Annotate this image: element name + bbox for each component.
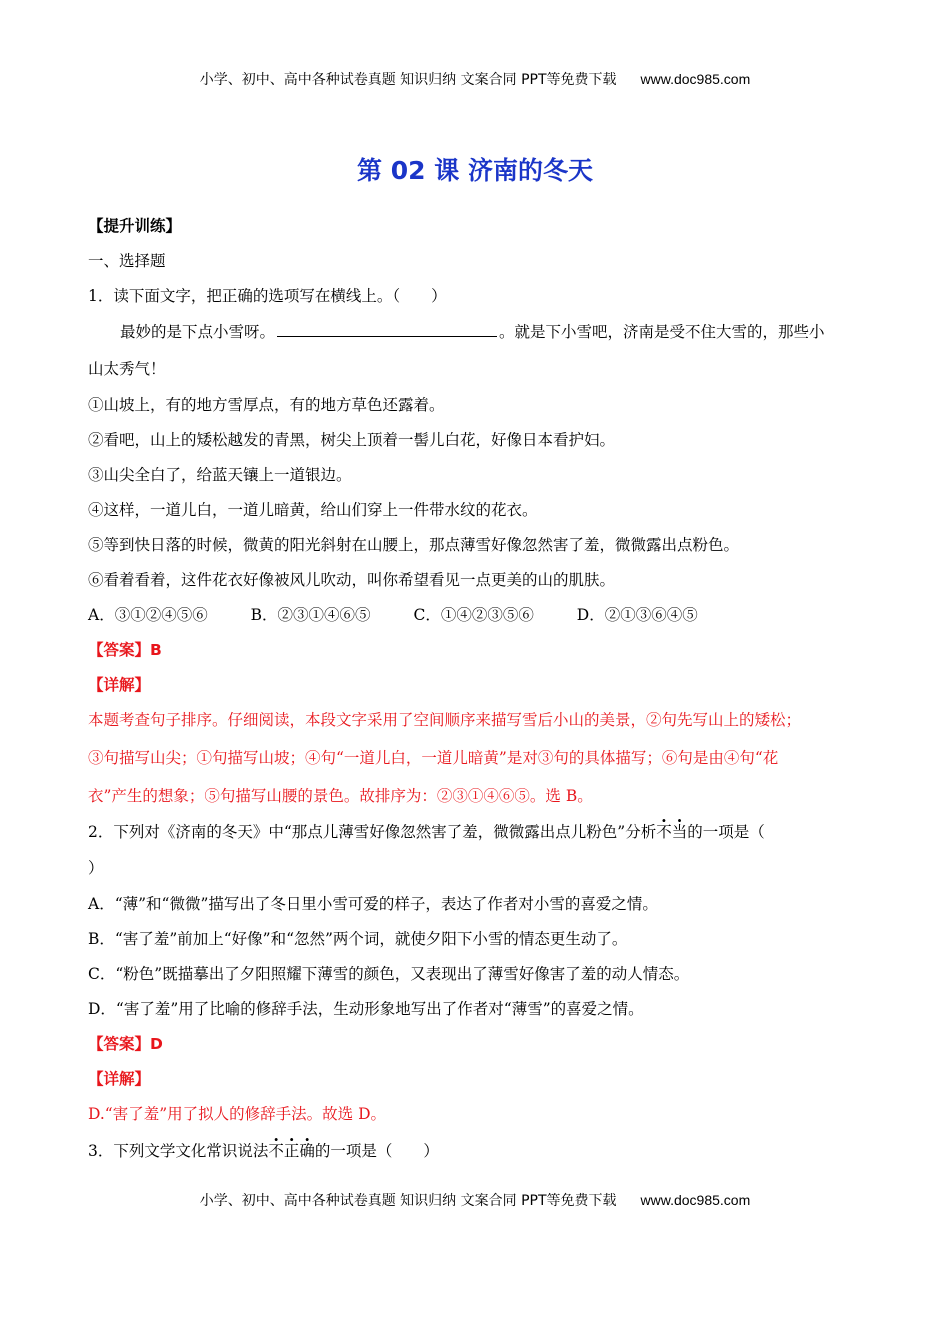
emphasis-char: 不 (268, 1142, 284, 1160)
q1-stem: 1．读下面文字，把正确的选项写在横线上。（ ） (88, 287, 447, 305)
q2-option-b: B．“害了羞”前加上“好像”和“忽然”两个词，就使夕阳下小雪的情态更生动了。 (88, 930, 628, 948)
q2-stem-cont: ） (88, 859, 104, 877)
q1-explain-tag: 【详解】 (88, 676, 151, 694)
q2-option-d: D．“害了羞”用了比喻的修辞手法，生动形象地写出了作者对“薄雪”的喜爱之情。 (88, 1000, 644, 1018)
emphasis-char: 不 (656, 823, 672, 841)
header-text: 小学、初中、高中各种试卷真题 知识归纳 文案合同 PPT等免费下载 (199, 72, 617, 88)
q3-stem-after: 的一项是（ ） (314, 1142, 439, 1160)
q2-stem-after: 的一项是（ (687, 823, 765, 841)
q3-stem-emphasis (268, 1142, 315, 1160)
q1-options (88, 604, 862, 626)
q1-passage-before: 最妙的是下点小雪呀。 (120, 323, 276, 341)
footer-text: 小学、初中、高中各种试卷真题 知识归纳 文案合同 PPT等免费下载 (199, 1193, 617, 1209)
q1-explain-line: 本题考查句子排序。仔细阅读，本段文字采用了空间顺序来描写雪后小山的美景，②句先写山上的矮松； (88, 711, 802, 729)
q2-explain: D.“害了羞”用了拟人的修辞手法。故选 D。 (88, 1105, 387, 1123)
q2-stem (88, 821, 862, 843)
emphasis-char: 确 (299, 1142, 315, 1160)
q1-answer (88, 639, 862, 661)
emphasis-char: 当 (671, 823, 688, 841)
emphasis-char: 正 (283, 1142, 300, 1160)
q2-answer-value: D (150, 1035, 163, 1053)
q1-item: ⑥看着看着，这件花衣好像被风儿吹动，叫你希望看见一点更美的山的肌肤。 (88, 571, 616, 589)
q1-explain-line: ③句描写山尖；①句描写山坡；④句“一道儿白，一道儿暗黄”是对③句的具体描写；⑥句是由④句“花 (88, 749, 779, 767)
q1-explain-line: 衣”产生的想象；⑤句描写山腰的景色。故排序为：②③①④⑥⑤。选 B。 (88, 787, 593, 805)
page-header (0, 69, 950, 90)
section-tag: 【提升训练】 (88, 217, 182, 235)
q1-item: ③山尖全白了，给蓝天镶上一道银边。 (88, 466, 352, 484)
q1-answer-blank (277, 320, 497, 337)
header-site: www.doc985.com (640, 71, 751, 87)
q2-option-c: C．“粉色”既描摹出了夕阳照耀下薄雪的颜色，又表现出了薄雪好像害了羞的动人情态。 (88, 965, 690, 983)
q2-answer (88, 1033, 862, 1055)
q1-item: ①山坡上，有的地方雪厚点，有的地方草色还露着。 (88, 396, 445, 414)
section-heading: 一、选择题 (88, 252, 166, 270)
footer-site: www.doc985.com (640, 1192, 751, 1208)
q2-option-a: A．“薄”和“微微”描写出了冬日里小雪可爱的样子，表达了作者对小雪的喜爱之情。 (88, 895, 658, 913)
q1-answer-value: B (150, 641, 162, 659)
q3-stem (88, 1140, 862, 1162)
q1-answer-tag: 【答案】 (88, 641, 151, 659)
q1-item: ④这样，一道儿白，一道儿暗黄，给山们穿上一件带水纹的花衣。 (88, 501, 538, 519)
q1-option-c: C．①④②③⑤⑥ (413, 606, 534, 624)
q2-answer-tag: 【答案】 (88, 1035, 151, 1053)
q1-passage-cont: 山太秀气！ (88, 360, 166, 378)
q1-option-d: D．②①③⑥④⑤ (576, 606, 698, 624)
q1-item: ⑤等到快日落的时候，微黄的阳光斜射在山腰上，那点薄雪好像忽然害了羞，微微露出点粉色。 (88, 536, 740, 554)
q2-explain-tag: 【详解】 (88, 1070, 151, 1088)
q2-stem-emphasis (656, 823, 687, 841)
q3-stem-before: 3．下列文学文化常识说法 (88, 1142, 269, 1160)
q2-stem-before: 2．下列对《济南的冬天》中“那点儿薄雪好像忽然害了羞，微微露出点儿粉色”分析 (88, 823, 657, 841)
page-footer (0, 1190, 950, 1211)
q1-passage (120, 320, 862, 343)
q1-option-a: A．③①②④⑤⑥ (88, 606, 208, 624)
q1-passage-after: 。就是下小雪吧，济南是受不住大雪的，那些小 (499, 323, 825, 341)
q1-option-b: B．②③①④⑥⑤ (250, 606, 371, 624)
page-title: 第 02 课 济南的冬天 (357, 156, 593, 185)
q1-item: ②看吧，山上的矮松越发的青黑，树尖上顶着一髻儿白花，好像日本看护妇。 (88, 431, 616, 449)
